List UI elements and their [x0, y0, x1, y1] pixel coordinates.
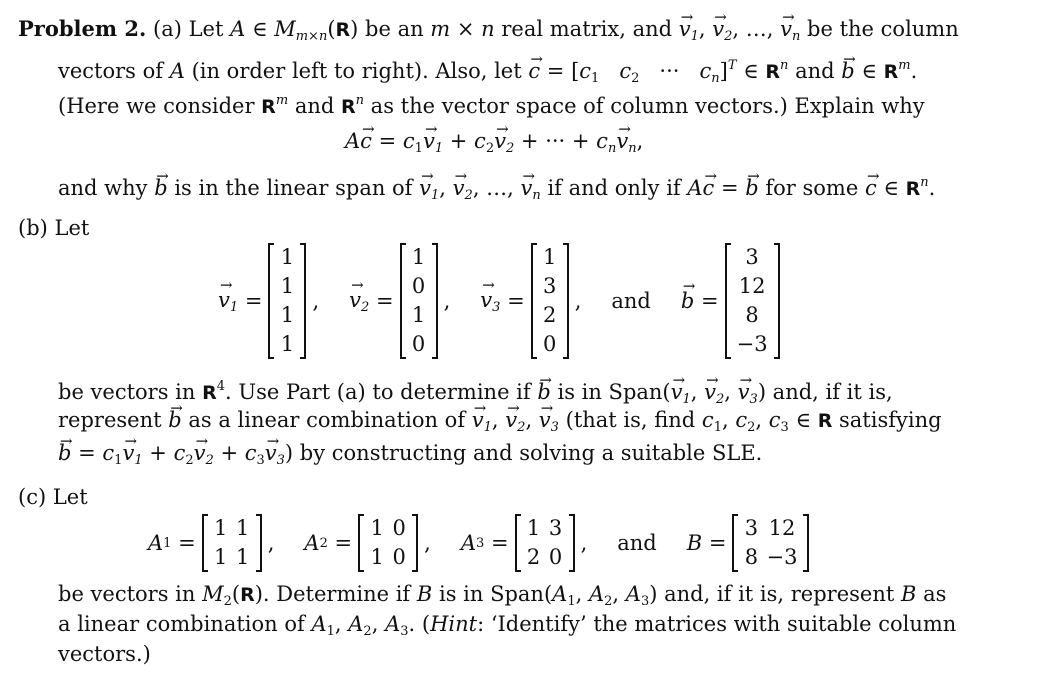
matrix-a3: [515, 514, 575, 572]
b-entry: 8: [745, 303, 759, 327]
a2-entry: 0: [392, 545, 406, 569]
v2-entry: 0: [411, 274, 426, 298]
part-b-line-3: → $b = c_1\to v_1 + c_2\to v_2 + c_3\to v_3$) by constructing and solving a suitable SLE.: [58, 439, 762, 475]
matrix-b: [725, 243, 780, 359]
part-a-line-5: and why → b is in the linear span of → $v_1$, → $v_2$, …, → $v_n$ if and only if A→ c = → b for some → c ∈ $R^n$.: [58, 169, 935, 210]
part-b-heading: [18, 214, 89, 242]
v1-entry: 1: [280, 303, 295, 327]
b-entry: −3: [736, 332, 768, 356]
v2-entry: 0: [411, 332, 426, 356]
part-a-label: (a): [153, 17, 182, 41]
v3-entry: 0: [543, 332, 557, 356]
part-c-label: (c): [18, 485, 47, 509]
a3-entry: 0: [548, 545, 563, 569]
part-b-line-1: be vectors in $R^4$. Use Part (a) to determine if → b is in Span(→ $v_1$, → $v_2$, → $v_3$) and, if it is,: [58, 373, 893, 414]
b-entry: 3: [745, 245, 759, 269]
a2-entry: 1: [370, 545, 384, 569]
b2-entry: 8: [744, 545, 759, 569]
v2-entry: 1: [411, 303, 426, 327]
and-word: and: [617, 531, 657, 555]
part-c-line-2: a linear combination of $A_1$, $A_2$, $A_3$. (Hint: ‘Identify’ the matrices with suitable column: [58, 612, 957, 639]
part-c-line-1: be vectors in $M_2(R)$. Determine if B is in $Span(A_1$, $A_2$, $A_3$) and, if it is, represent B as: [58, 582, 947, 609]
a1-entry: 1: [236, 516, 250, 540]
v1-entry: 1: [280, 274, 295, 298]
part-a-line-3: (Here we consider $R^m$ and $R^n$ as the vector space of column vectors.) Explain why: [58, 93, 925, 118]
part-b-label: (b): [18, 216, 48, 240]
v2-entry: 1: [411, 245, 426, 269]
a2-entry: 0: [392, 516, 406, 540]
a1-entry: 1: [214, 516, 228, 540]
part-b-vectors: → $v_1$ = 1 1 1 1 , → $v_2$ = 1 0 1 0 , → $v_3$ = 1 3 2 0 , and → b = 3 12 8 −3: [218, 242, 786, 360]
matrix-b2: [732, 514, 809, 572]
matrix-v2: [400, 243, 438, 359]
part-c-heading: [18, 483, 88, 511]
part-a-equation: $A\to c = c_1\to v_1 + c_2\to v_2$ + ··· + $c_n\to v_n$,: [345, 127, 643, 163]
problem-title: Problem 2.: [18, 16, 147, 41]
part-a-line-2: vectors of A (in order left to right). Also, let → $c = [c_1$ $c_2$ ··· $c_n]^T$ ∈ $R^n$ and → b ∈ $R^m$.: [58, 52, 917, 93]
v3-entry: 3: [543, 274, 557, 298]
part-b-line-2: represent → b as a linear combination of → $v_1$, → $v_2$, → $v_3$ (that is, find $c_1$, $c_2$, $c_3$ ∈ R satisfying: [58, 406, 942, 442]
a2-entry: 1: [370, 516, 384, 540]
part-c-intro: Let: [52, 485, 88, 509]
part-c-line-3: vectors.): [58, 642, 151, 666]
and-word: and: [611, 289, 651, 313]
part-a-line-1: Problem 2. (a) Let A ∈ $M_{m\times n}(R)$ be an m × n real matrix, and → $v_1$, → $v_2$, …, → $v_n$ be the column: [18, 15, 959, 51]
a3-entry: 2: [526, 545, 541, 569]
part-c-matrices: A 1 = 1 1 1 1 , A 2 = 1 1 0 0 , A 3 = 1 2 3 0 , and B = 3 8 12 −3: [148, 512, 815, 574]
a3-entry: 3: [548, 516, 563, 540]
a1-entry: 1: [236, 545, 250, 569]
b2-entry: 12: [768, 516, 796, 540]
a1-entry: 1: [214, 545, 228, 569]
a3-entry: 1: [526, 516, 541, 540]
v3-entry: 2: [543, 303, 557, 327]
v1-entry: 1: [280, 332, 295, 356]
matrix-v3: [531, 243, 569, 359]
b-entry: 12: [738, 274, 766, 298]
b2-entry: −3: [766, 545, 798, 569]
part-b-intro: Let: [54, 216, 90, 240]
matrix-a1: [202, 514, 262, 572]
v1-entry: 1: [280, 245, 295, 269]
v3-entry: 1: [543, 245, 557, 269]
matrix-v1: [268, 243, 306, 359]
matrix-a2: [358, 514, 418, 572]
b2-entry: 3: [744, 516, 759, 540]
